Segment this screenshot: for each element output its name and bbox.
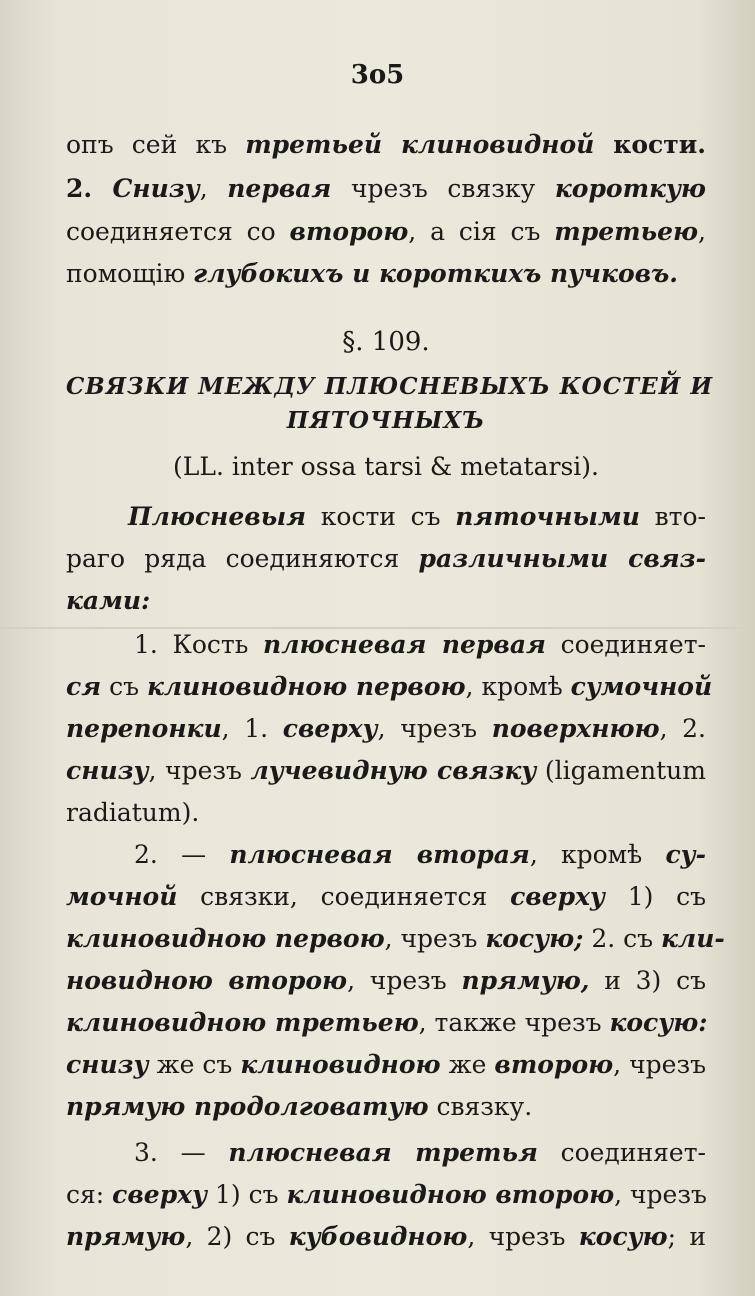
latin-subtitle: (LL. inter ossa tarsi & metatarsi). bbox=[172, 452, 599, 481]
text-line: 2. — плюсневая вторая, кромѣ су- bbox=[134, 840, 707, 869]
text-line: 2. Снизу, первая чрезъ связку короткую bbox=[66, 174, 706, 203]
text-line: Плюсневыя кости съ пяточными вто- bbox=[128, 502, 706, 531]
text-line: помощію глубокихъ и короткихъ пучковъ. bbox=[66, 259, 678, 288]
text-line: прямую, 2) съ кубовидною, чрезъ косую; и bbox=[66, 1222, 706, 1251]
text-line: раго ряда соединяются различными связ- bbox=[66, 544, 706, 573]
section-title-cont: ПЯТОЧНЫХЪ bbox=[286, 407, 486, 434]
section-number: §. 109. bbox=[342, 327, 430, 357]
text-line: мочной связки, соединяется сверху 1) съ bbox=[66, 882, 706, 911]
text-line: снизу же съ клиновидною же второю, чрезъ bbox=[66, 1050, 707, 1079]
section-title: СВЯЗКИ МЕЖДУ ПЛЮСНЕВЫХЪ КОСТЕЙ И bbox=[66, 373, 714, 400]
text-line: снизу, чрезъ лучевидную связку (ligamentum bbox=[66, 756, 706, 785]
text-line: клиновидною первою, чрезъ косую; 2. съ кли- bbox=[66, 924, 725, 953]
text-line: ся: сверху 1) съ клиновидною второю, чрезъ bbox=[66, 1180, 707, 1209]
text-line: прямую продолговатую связку. bbox=[66, 1092, 533, 1121]
text-line: новидною второю, чрезъ прямую, и 3) съ bbox=[66, 966, 706, 995]
text-line: опъ сей къ третьей клиновидной кости. bbox=[66, 130, 706, 159]
text-line: соединяется со второю, а сія съ третьею, bbox=[66, 217, 706, 246]
text-line: ся съ клиновидною первою, кромѣ сумочной bbox=[66, 672, 713, 701]
text-line: radiatum). bbox=[66, 798, 200, 827]
page-number: 3о5 bbox=[350, 60, 405, 90]
text-line: клиновидною третьею, также чрезъ косую: bbox=[66, 1008, 708, 1037]
text-line: перепонки, 1. сверху, чрезъ поверхнюю, 2. bbox=[66, 714, 706, 743]
text-line: 1. Кость плюсневая первая соединяет- bbox=[134, 630, 706, 659]
text-line: ками: bbox=[66, 586, 151, 615]
text-line: 3. — плюсневая третья соединяет- bbox=[134, 1138, 706, 1167]
